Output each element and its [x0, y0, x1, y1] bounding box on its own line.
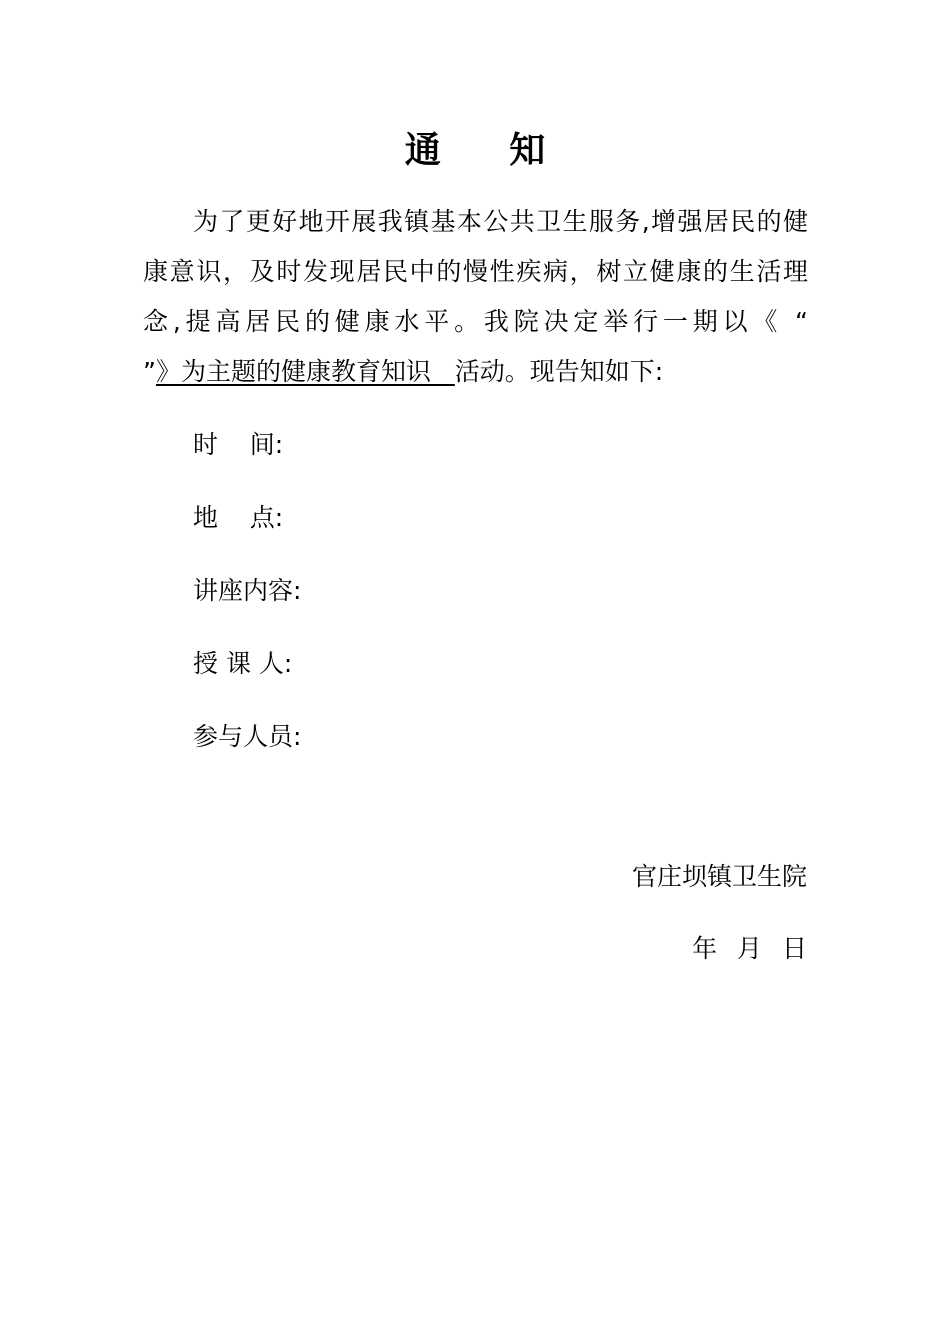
paragraph-line-4	[143, 347, 808, 397]
field-location-label: 地 点:	[193, 503, 284, 532]
field-lecturer-label: 授 课 人:	[193, 649, 293, 678]
notice-fields	[193, 420, 301, 785]
field-lecture-content-label: 讲座内容:	[193, 576, 302, 605]
paragraph-line-1: 为了更好地开展我镇基本公共卫生服务,增强居民的健	[193, 207, 808, 236]
paragraph-line-2: 康意识，及时发现居民中的慢性疾病，树立健康的生活理	[143, 257, 808, 286]
notice-paragraph	[143, 197, 808, 397]
page-title: 通 知	[404, 130, 574, 171]
field-participants	[193, 712, 301, 785]
paragraph-line-4-suffix: 活动。现告知如下:	[454, 357, 664, 386]
topic-underlined-text: 》为主题的健康教育知识	[155, 357, 455, 386]
field-lecture-content	[193, 566, 301, 639]
signature-date: 年 月 日	[692, 934, 807, 963]
paragraph-line-3: 念,提高居民的健康水平。我院决定举行一期以《 “	[143, 307, 808, 336]
field-lecturer	[193, 639, 301, 712]
field-time-label: 时 间:	[193, 430, 284, 459]
field-time	[193, 420, 301, 493]
paragraph-line-4-prefix: ”	[143, 357, 156, 386]
field-participants-label: 参与人员:	[193, 722, 302, 751]
signature-organization: 官庄坝镇卫生院	[631, 862, 807, 891]
field-location	[193, 493, 301, 566]
